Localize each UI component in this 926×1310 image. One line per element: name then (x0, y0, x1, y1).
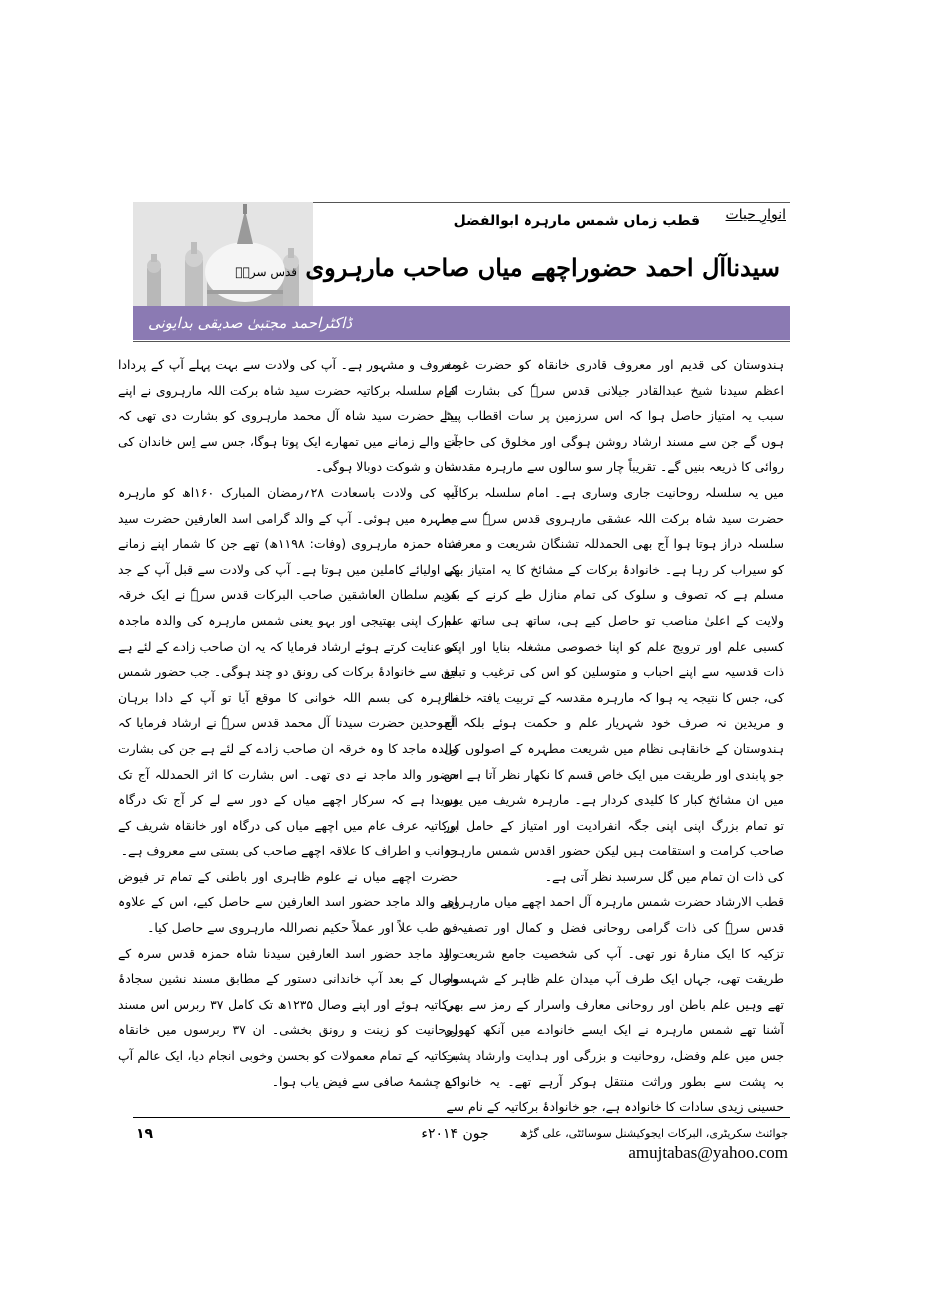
footer-divider (133, 1117, 790, 1118)
title-text: سیدناآل احمد حضوراچھے میاں صاحب مارہروی (305, 253, 780, 282)
section-tag: انوارِ حیات (725, 207, 786, 223)
article-column-left (118, 352, 458, 1114)
paragraph: آپ کی ولادت باسعادت ۲۸؍رمضان المبارک ۱۶۰اھ کو مارہرہ مطہرہ میں ہوئی۔ آپ کے والد گرامی اسد العارفین حضرت سید شاہ حمزہ مارہروی (وفات: ۱۱۹۸ھ) تھے جن کا شمار اپنے زمانے کے اولیائے کاملین میں ہوتا ہے۔ آپ کی ولادت سے قبل آپ کے جد کریم سلطان العاشقین صاحب البرکات قدس سرہٗ نے ایک خرقہ مبارک اپنی بھتیجی اور بہو یعنی شمس مارہرہ کی والدہ ماجدہ کو عنایت کرتے ہوئے ارشاد فرمایا کہ یہ ان صاحب زادے کے لئے ہے جن سے خانوادۂ برکات کی رونق دو چند ہوگی۔ جب حضور شمس مارہرہ کی بسم اللہ خوانی کا موقع آیا تو آپ کے دادا برہان الموحدین حضرت سیدنا آل محمد قدس سرہٗ نے ارشاد فرمایا کہ والدہ ماجد کا وہ خرقہ ان صاحب زادے کے لئے ہے جن کی بشارت حضور والد ماجد نے دی تھی۔ اس بشارت کا اثر الحمدللہ آج تک ہویدا ہے کہ سرکار اچھے میاں کے دور سے لے کر آج تک درگاہ برکاتیہ عرف عام میں اچھے میاں کی درگاہ اور خانقاہ شریف کے جوانب و اطراف کا علاقہ اچھے صاحب کی بستی سے معروف ہے۔ (118, 484, 458, 859)
paragraph: قطب الارشاد حضرت شمس مارہرہ آل احمد اچھے میاں مارہروی قدس سرہٗ کی ذات گرامی روحانی فضل و کمال اور تصفیہ و تزکیہ کا ایک منارۂ نور تھی۔ آپ کی شخصیت جامع شریعت و طریقت تھی، جہاں ایک طرف آپ میدان علم ظاہر کے شہسوار تھے وہیں علم باطن اور روحانی معارف واسرار کے رمز سے بھی آشنا تھے شمس مارہرہ نے ایک ایسے خانوادے میں آنکھ کھولی جس میں علم وفضل، روحانیت و بزرگی اور ہدایت وارشاد پشت بہ پشت سے بطور وراثت منتقل ہوکر آرہے تھے۔ یہ خانوادہ حسینی زیدی سادات کا خانوادہ ہے، جو خانوادۂ برکاتیہ کے نام سے (444, 894, 784, 1114)
author-name: ڈاکٹراحمد مجتبیٰ صدیقی بدایونی (147, 314, 353, 332)
issue-date: جون ۲۰۱۴ء (421, 1126, 489, 1142)
article-column-right (444, 352, 784, 1114)
article-title (235, 246, 780, 290)
article-subtitle: قطب زماں شمس مارہرہ ابوالفضل (453, 213, 700, 229)
paragraph: معروف و مشہور ہے۔ آپ کی ولادت سے بہت پہلے آپ کے پردادا امام سلسلہ برکاتیہ حضرت سید شاہ برکت اللہ مارہروی نے اپنے بیٹے حضرت سید شاہ آل محمد مارہروی کو بشارت دی تھی کہ آنے والے زمانے میں تمھارے ایک پوتا ہوگا، جس سے اِس خاندان کی شان و شوکت دوبالا ہوگی۔ (118, 357, 458, 475)
paragraph: حضرت اچھے میاں نے علوم ظاہری اور باطنی کے تمام تر فیوض اپنے والد ماجد حضور اسد العارفین سے حاصل کیے، اس کے علاوہ فن طب علاً اور عملاً حکیم نصراللہ مارہروی سے حاصل کیا۔ (118, 868, 458, 936)
paragraph: والد ماجد حضور اسد العارفین سیدنا شاہ حمزہ قدس سرہ کے وصال کے بعد آپ خاندانی دستور کے مطابق مسند نشین سجادۂ برکاتیہ ہوئے اور اپنے وصال ۱۲۳۵ھ تک کامل ۳۷ ربرس اس مسند روحانیت کو زینت و رونق بخشی۔ ان ۳۷ ربرسوں میں خانقاہ برکاتیہ کے تمام معمولات کو بحسن وخوبی انجام دیا، ایک عالم آپ کے چشمۂ صافی سے فیض یاب ہوا۔ (118, 945, 458, 1089)
title-honorific: قدس سرہٗ (235, 265, 297, 279)
author-email: amujtabas@yahoo.com (628, 1143, 788, 1162)
paragraph: ہندوستان کی قدیم اور معروف قادری خانقاہ کو حضرت غوث اعظم سیدنا شیخ عبدالقادر جیلانی قدس سرہٗ کی بشارت کے سبب یہ امتیاز حاصل ہوا کہ اس سرزمین پر سات اقطاب پیدا ہوں گے جن سے مسند ارشاد روشن ہوگی اور مخلوق کی حاجت روائی کا ذریعہ بنیں گے۔ تقریباً چار سو سالوں سے مارہرہ مقدسہ میں یہ سلسلہ روحانیت جاری وساری ہے۔ امام سلسلہ برکاتیہ حضرت سید شاہ برکت اللہ عشقی مارہروی قدس سرہٗ سے یہ سلسلہ دراز ہوتا ہوا آج بھی الحمدللہ تشنگان شریعت و معرفت کو سیراب کر رہا ہے۔ خانوادۂ برکات کے مشائخ کا یہ امتیاز بھی مسلم ہے کہ تصوف و سلوک کی تمام منازل طے کرنے کے بعد ولایت کے اعلیٰ مناصب تو حاصل کیے ہی، ساتھ ہی ساتھ علم کسبی علم اور ترویج علم کو اپنا خصوصی مشغلہ بنایا اور اپنی ذات قدسیہ سے اپنے احباب و متوسلین کو اس کی ترغیب و تبلیغ کی، جس کا نتیجہ یہ ہوا کہ مارہرہ مقدسہ کے تربیت یافتہ خلفاء و مریدین نہ صرف خود شہریار علم و حکمت ہوئے بلکہ آج ہندوستان کے خانقاہی نظام میں شریعت مطہرہ کے اصولوں کی جو پابندی اور طریقت میں ایک خاص قسم کا نکھار نظر آتا ہے اس میں ان مشائخ کبار کا کلیدی کردار ہے۔ مارہرہ شریف میں یوں تو تمام بزرگ اپنی اپنی جگہ انفرادیت اور امتیاز کے حامل اور صاحب کرامت و استقامت ہیں لیکن حضور اقدس شمس مارہرہ کی ذات ان تمام میں گل سرسبد نظر آتی ہے۔ (444, 357, 784, 884)
page-number: ۱۹ (136, 1126, 154, 1142)
author-affiliation: جوائنٹ سکریٹری، البرکات ایجوکیشنل سوسائٹی، علی گڑھ (519, 1127, 788, 1140)
